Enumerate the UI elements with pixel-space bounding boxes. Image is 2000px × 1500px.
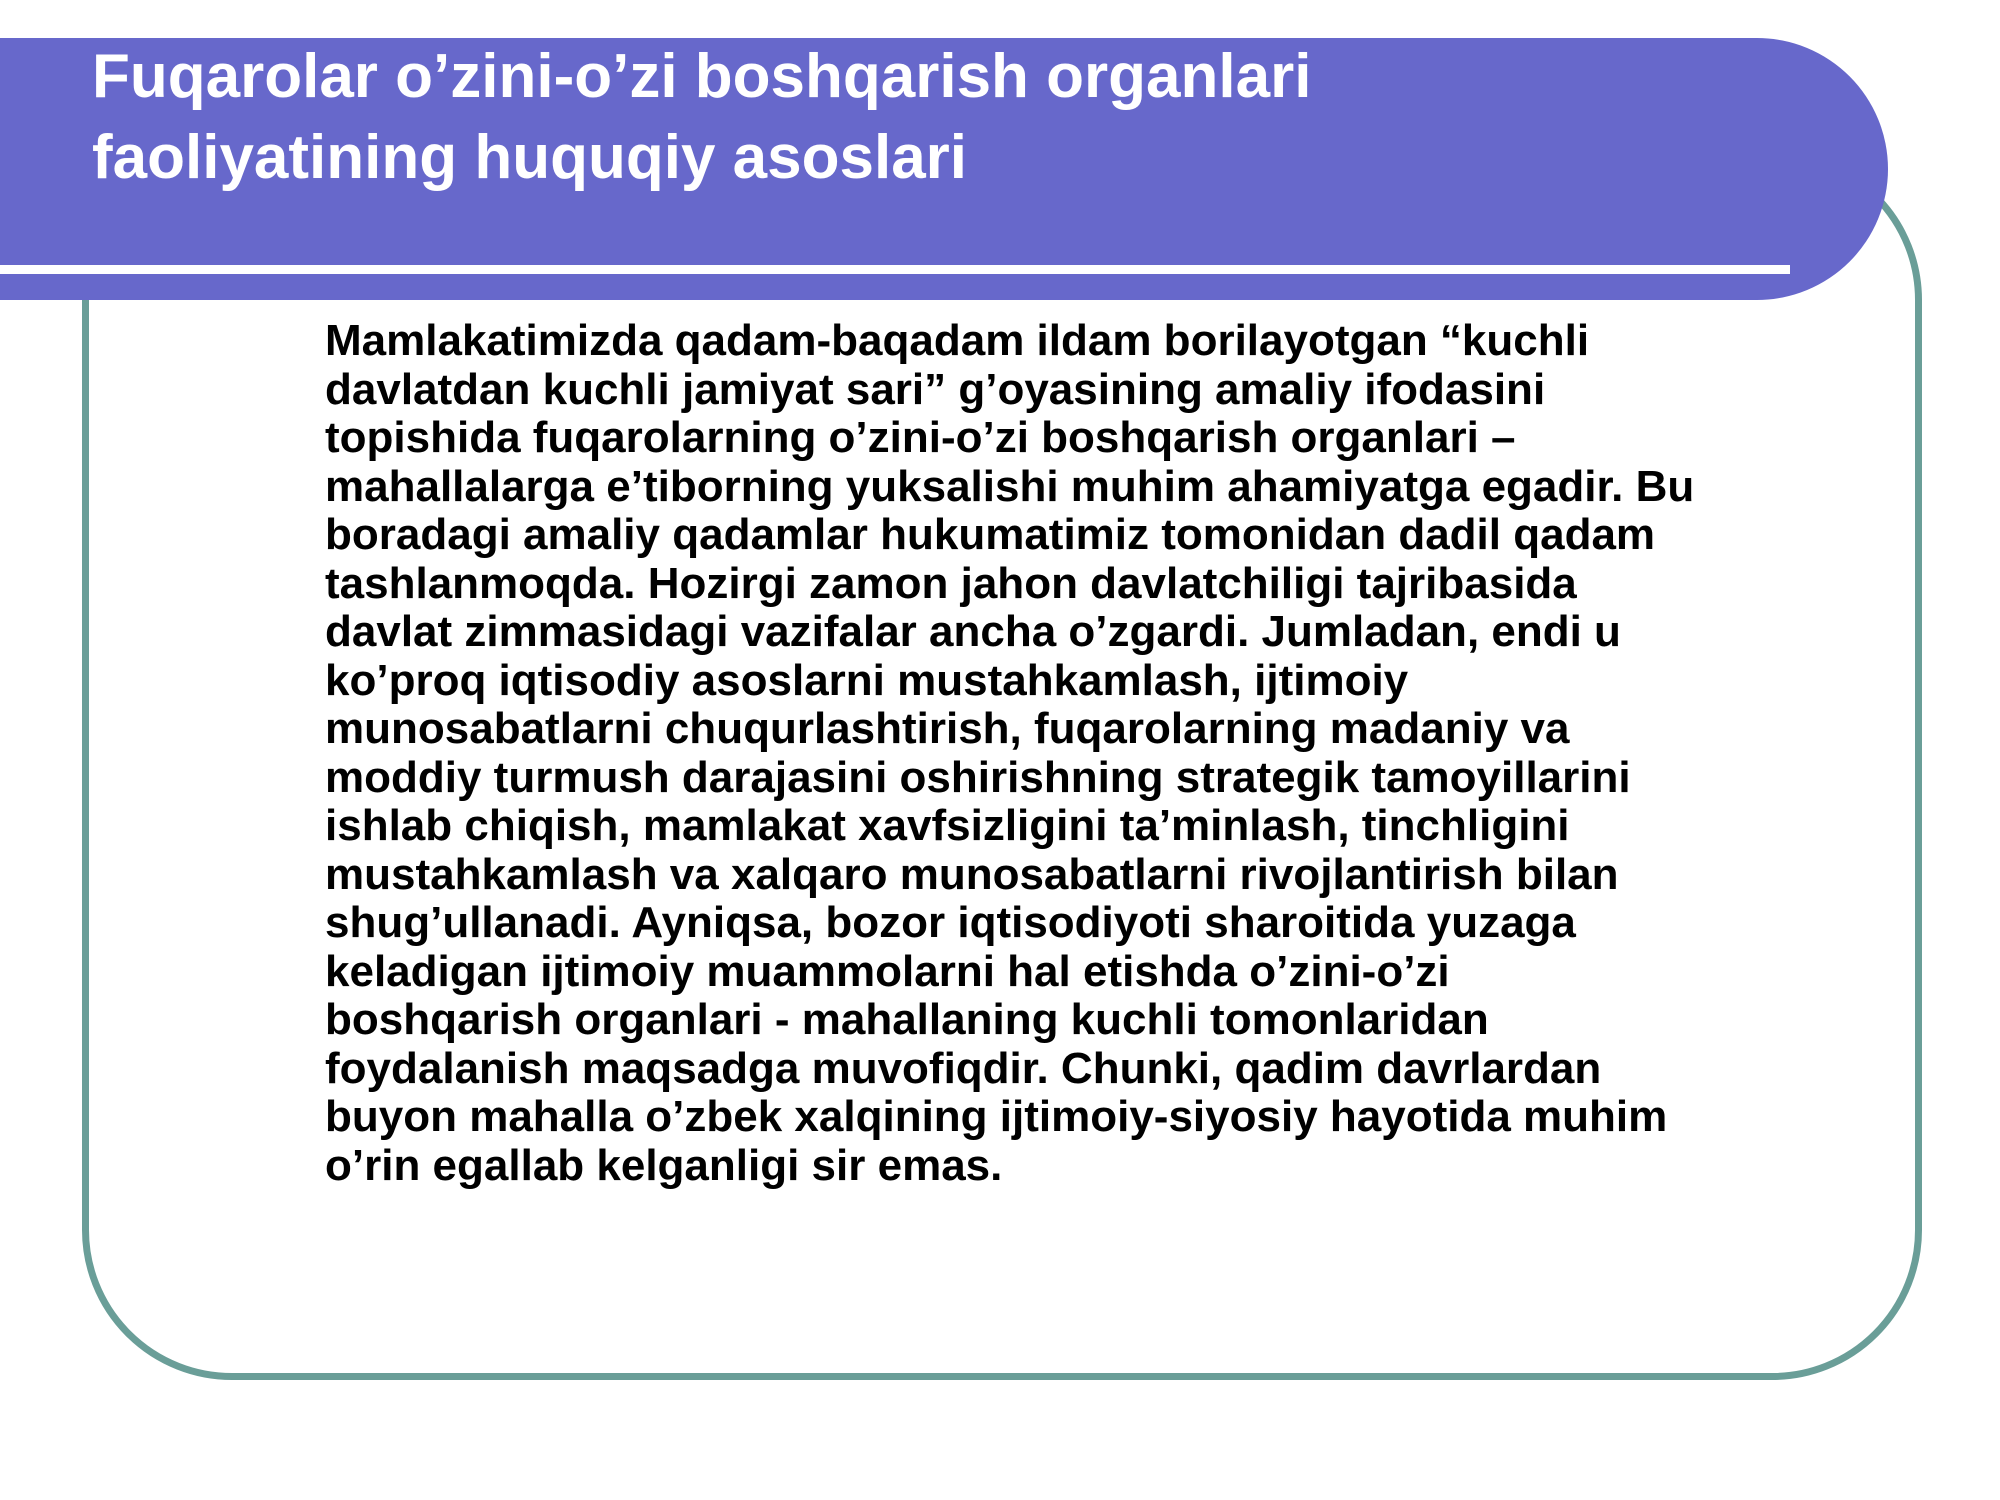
slide-title-line: faoliyatining huquqiy asoslari bbox=[92, 123, 968, 192]
slide-title-line: Fuqarolar o’zini-o’zi boshqarish organlari bbox=[92, 42, 1312, 111]
body-line: tashlanmoqda. Hozirgi zamon jahon davlatchiligi tajribasida bbox=[325, 558, 1577, 608]
slide-title bbox=[92, 36, 1792, 198]
body-line: foydalanish maqsadga muvofiqdir. Chunki, qadim davrlardan bbox=[325, 1043, 1602, 1093]
body-line: boradagi amaliy qadamlar hukumatimiz tomonidan dadil qadam bbox=[325, 510, 1656, 559]
body-line: topishida fuqarolarning o’zini-o’zi boshqarish organlari – bbox=[325, 413, 1516, 462]
body-line: mustahkamlash va xalqaro munosabatlarni rivojlantirish bilan bbox=[325, 849, 1619, 899]
body-line: keladigan ijtimoiy muammolarni hal etishda o’zini-o’zi bbox=[325, 946, 1450, 996]
body-line: boshqarish organlari - mahallaning kuchli tomonlaridan bbox=[325, 995, 1489, 1044]
body-line: davlatdan kuchli jamiyat sari” g’oyasining amaliy ifodasini bbox=[325, 364, 1546, 414]
body-paragraph bbox=[325, 317, 1925, 1190]
body-line: ko’proq iqtisodiy asoslarni mustahkamlash, ijtimoiy bbox=[325, 655, 1409, 705]
body-line: Mamlakatimizda qadam-baqadam ildam borilayotgan “kuchli bbox=[325, 316, 1590, 365]
body-line: munosabatlarni chuqurlashtirish, fuqarolarning madaniy va bbox=[325, 704, 1570, 753]
body-line: buyon mahalla o’zbek xalqining ijtimoiy-siyosiy hayotida muhim bbox=[325, 1092, 1668, 1141]
body-line: ishlab chiqish, mamlakat xavfsizligini ta’minlash, tinchligini bbox=[325, 801, 1570, 850]
body-line: mahallalarga e’tiborning yuksalishi muhim ahamiyatga egadir. Bu bbox=[325, 461, 1695, 511]
body-line: o’rin egallab kelganligi sir emas. bbox=[325, 1140, 1003, 1190]
body-line: shug’ullanadi. Ayniqsa, bozor iqtisodiyoti sharoitida yuzaga bbox=[325, 898, 1576, 947]
title-divider bbox=[0, 265, 1790, 274]
body-line: moddiy turmush darajasini oshirishning strategik tamoyillarini bbox=[325, 752, 1631, 802]
body-line: davlat zimmasidagi vazifalar ancha o’zgardi. Jumladan, endi u bbox=[325, 607, 1621, 656]
